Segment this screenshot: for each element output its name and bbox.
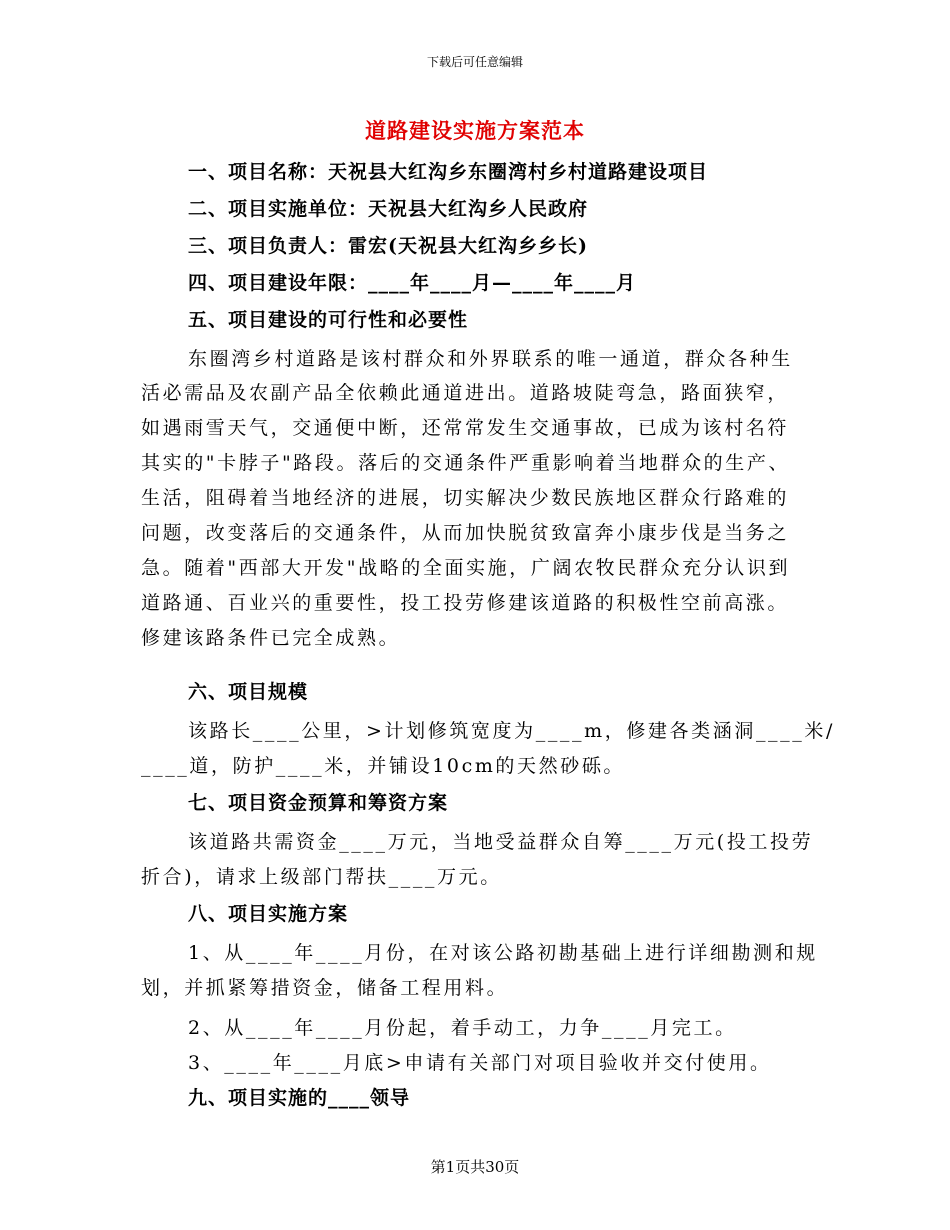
paragraph-line: 折合)，请求上级部门帮扶____万元。 xyxy=(141,866,502,888)
heading-budget: 七、项目资金预算和筹资方案 xyxy=(188,792,449,814)
heading-implementing-unit: 二、项目实施单位：天祝县大红沟乡人民政府 xyxy=(188,198,589,220)
heading-project-leader: 三、项目负责人：雷宏(天祝县大红沟乡乡长) xyxy=(188,235,588,257)
paragraph-line: 2、从____年____月份起，着手动工，力争____月完工。 xyxy=(188,1017,737,1039)
heading-feasibility: 五、项目建设的可行性和必要性 xyxy=(188,309,469,331)
paragraph-line: 该道路共需资金____万元，当地受益群众自筹____万元(投工投劳 xyxy=(188,831,814,853)
paragraph-line: 东圈湾乡村道路是该村群众和外界联系的唯一通道，群众各种生 xyxy=(188,348,793,370)
heading-implementation-plan: 八、项目实施方案 xyxy=(188,903,349,925)
paragraph-line: 修建该路条件已完全成熟。 xyxy=(141,627,401,649)
paragraph-line: 急。随着"西部大开发"战略的全面实施，广阔农牧民群众充分认识到 xyxy=(141,557,791,579)
paragraph-line: 问题，改变落后的交通条件，从而加快脱贫致富奔小康步伐是当务之 xyxy=(141,522,790,544)
paragraph-line: 道路通、百业兴的重要性，投工投劳修建该道路的积极性空前高涨。 xyxy=(141,592,790,614)
heading-project-scale: 六、项目规模 xyxy=(188,681,309,703)
paragraph-line: 活必需品及农副产品全依赖此通道进出。道路坡陡弯急，路面狭窄， xyxy=(141,382,790,404)
paragraph-line: ____道，防护____米，并铺设10cm的天然砂砾。 xyxy=(141,755,626,777)
paragraph-line: 1、从____年____月份，在对该公路初勘基础上进行详细勘测和规 xyxy=(188,942,818,964)
paragraph-line: 划，并抓紧筹措资金，储备工程用料。 xyxy=(141,977,509,999)
page-header: 下载后可任意编辑 xyxy=(426,55,523,69)
paragraph-line: 其实的"卡脖子"路段。落后的交通条件严重影响着当地群众的生产、 xyxy=(141,452,791,474)
heading-leadership: 九、项目实施的____领导 xyxy=(188,1087,411,1109)
paragraph-line: 生活，阻碍着当地经济的进展，切实解决少数民族地区群众行路难的 xyxy=(141,487,790,509)
document-title: 道路建设实施方案范本 xyxy=(365,118,585,143)
heading-construction-period: 四、项目建设年限：____年____月—____年____月 xyxy=(188,272,637,294)
page-footer: 第1页共30页 xyxy=(430,1158,520,1176)
paragraph-line: 3、____年____月底>申请有关部门对项目验收并交付使用。 xyxy=(188,1052,772,1074)
paragraph-line: 如遇雨雪天气，交通便中断，还常常发生交通事故，已成为该村名符 xyxy=(141,417,790,439)
paragraph-line: 该路长____公里，>计划修筑宽度为____m，修建各类涵洞____米/ xyxy=(188,720,835,742)
heading-project-name: 一、项目名称：天祝县大红沟乡东圈湾村乡村道路建设项目 xyxy=(188,161,709,183)
